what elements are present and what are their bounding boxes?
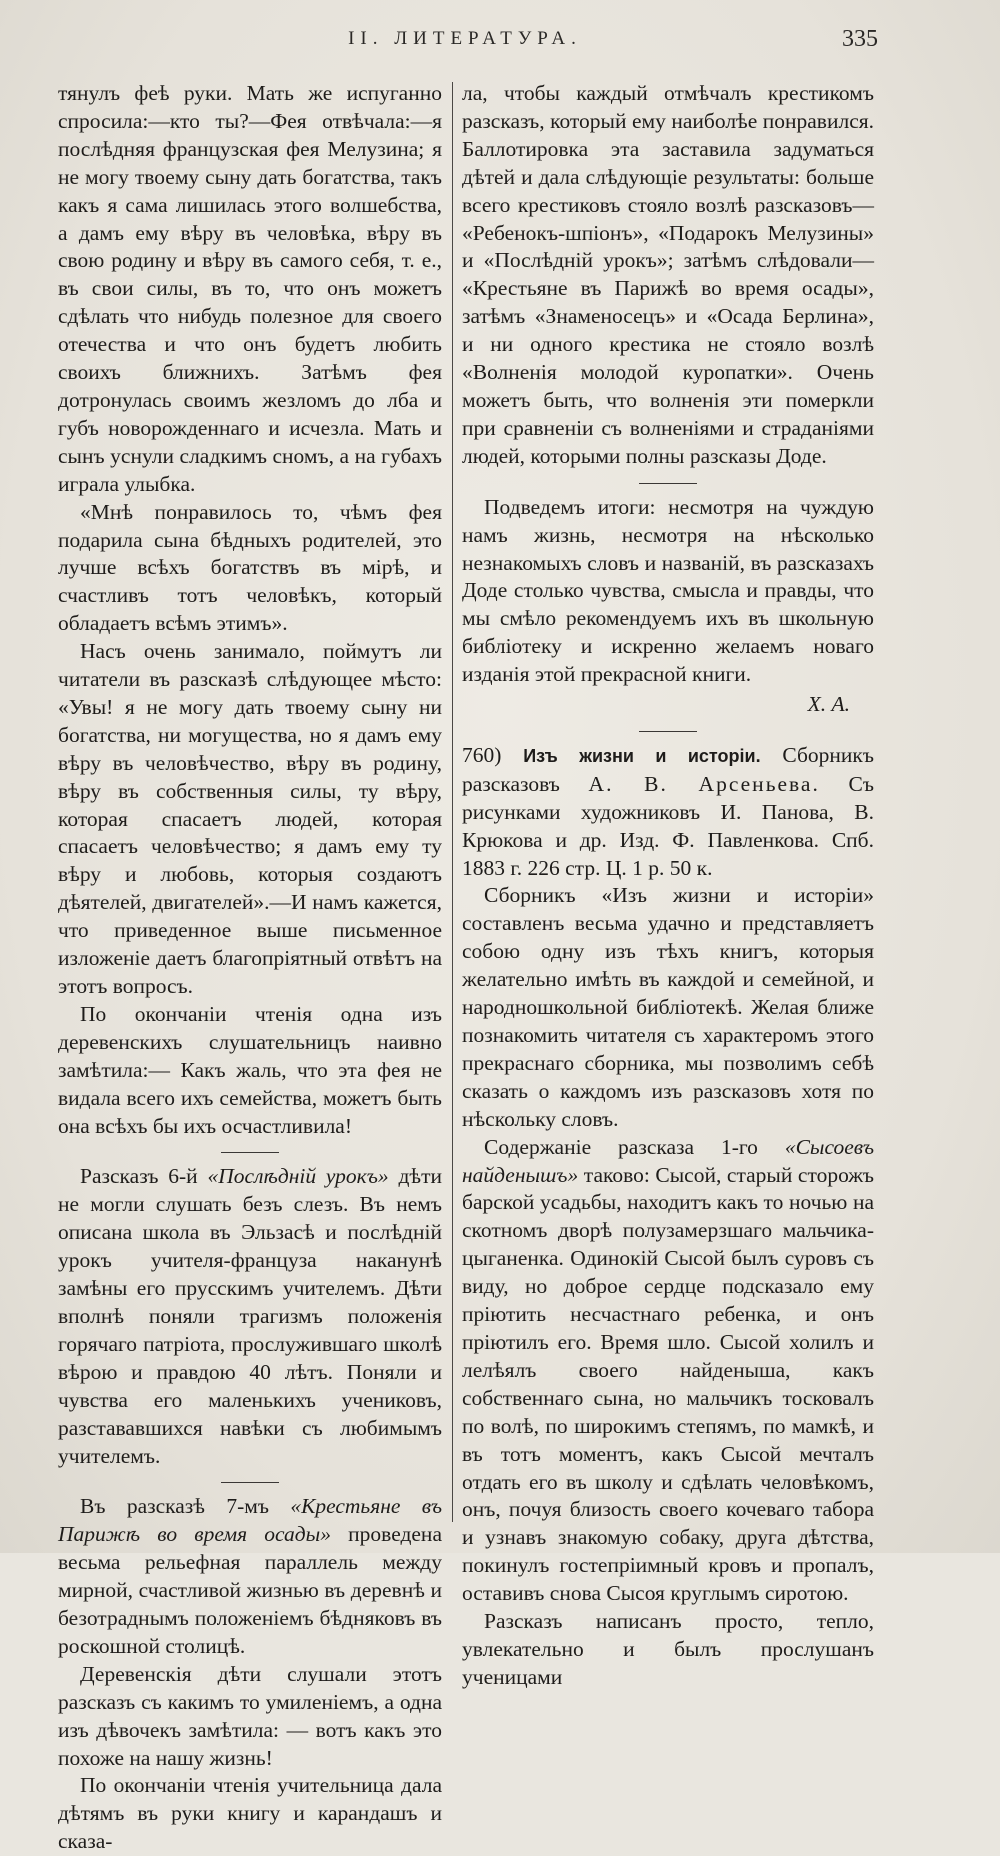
paragraph: Деревенскія дѣти слушали этотъ разсказъ съ какимъ то умиленіемъ, а одна изъ дѣвочекъ замѣтила: — вотъ какъ это похоже на нашу жизнь! bbox=[58, 1661, 442, 1770]
text-run: Съ рисунками художниковъ И. Панова, В. Крюкова и др. Изд. Ф. Павленкова. Спб. 1883 г. 226 стр. Ц. 1 р. 50 к. bbox=[462, 771, 874, 880]
text-run: Въ разсказѣ 7-мъ bbox=[80, 1494, 291, 1519]
story-title: «Послѣдній урокъ» bbox=[207, 1164, 389, 1189]
page-number: 335 bbox=[842, 26, 878, 52]
entry-paragraph bbox=[462, 742, 874, 883]
paragraph: ла, чтобы каждый отмѣчалъ крестикомъ разсказъ, который ему наиболѣе понравился. Баллотировка эта заставила задуматься дѣтей и дала слѣдующіе результаты: больше всего крестиковъ стояло возлѣ разсказовъ— «Ребенокъ-шпіонъ», «Подарокъ Мелузины» и «Послѣдній урокъ»; затѣмъ слѣдовали— «Крестьяне въ Парижѣ во время осады», затѣмъ «Знаменосецъ» и «Осада Берлина», и ни одного крестика не стояло возлѣ «Волненія молодой куропатки». Очень можетъ быть, что волненія эти померкли при сравненіи съ волненіями и страданіями людей, которыми полны разсказы Доде. bbox=[462, 81, 874, 468]
section-divider bbox=[221, 1482, 279, 1483]
paragraph: тянулъ феѣ руки. Мать же испуганно спросила:—кто ты?—Фея отвѣчала:—я послѣдняя французская фея Мелузина; я не могу твоему сыну дать богатства, такъ какъ я сама лишилась этого волшебства, а дамъ ему вѣру въ человѣка, вѣру въ свою родину и вѣру въ самого себя, т. е., въ свои силы, въ то, что онъ можетъ сдѣлать что нибудь полезное для своего отечества и что онъ будетъ любить своихъ ближнихъ. Затѣмъ фея дотронулась своимъ жезломъ до лба и губъ новорожденнаго и исчезла. Мать и сынъ уснули сладкимъ сномъ, а на губахъ играла улыбка. bbox=[58, 81, 442, 496]
left-column bbox=[58, 80, 442, 1856]
text-run: дѣти не могли слушать безъ слезъ. Въ немъ описана школа въ Эльзасѣ и послѣдній урокъ учителя-француза наканунѣ замѣны его прусскимъ учителемъ. Дѣти вполнѣ поняли трагизмъ положенія горячаго патріота, прослужившаго школѣ вѣрою и правдою 40 лѣтъ. Поняли и чувства его маленькихъ учениковъ, разстававшихся навѣки съ любимымъ учителемъ. bbox=[58, 1164, 443, 1468]
story-title: «Сысоевъ найденышъ» bbox=[462, 1134, 874, 1187]
paragraph: По окончаніи чтенія учительница дала дѣтямъ въ руки книгу и карандашъ и сказа- bbox=[58, 1773, 442, 1854]
section-divider bbox=[639, 483, 697, 484]
paragraph: Подведемъ итоги: несмотря на чуждую намъ жизнь, несмотря на нѣсколько незнакомыхъ словъ и названій, въ разсказахъ Доде столько чувства, смысла и правды, что мы смѣло рекомендуемъ ихъ въ школьную библіотеку и искренно желаемъ новаго изданія этой прекрасной книги. bbox=[462, 494, 874, 687]
entry-author: А. В. Арсеньева. bbox=[588, 771, 820, 796]
paragraph bbox=[58, 1163, 442, 1470]
text-run: Разсказъ 6-й bbox=[80, 1164, 208, 1189]
story-title: «Крестьяне въ Парижѣ во время осады» bbox=[58, 1494, 442, 1547]
paragraph: Разсказъ написанъ просто, тепло, увлекательно и былъ прослушанъ ученицами bbox=[462, 1609, 874, 1689]
section-divider bbox=[639, 731, 697, 732]
bibliographic-entry bbox=[462, 742, 874, 883]
column-divider bbox=[452, 82, 453, 1522]
running-head: II. ЛИТЕРАТУРА. bbox=[348, 28, 582, 49]
section-divider bbox=[221, 1152, 279, 1153]
paragraph: Сборникъ «Изъ жизни и исторіи» составленъ весьма удачно и представляетъ собою одну изъ тѣхъ книгъ, которыя желательно имѣть въ каждой и семейной, и народношкольной библіотекѣ. Желая ближе познакомить читателя съ характеромъ этого прекраснаго сборника, мы позволимъ себѣ сказать о каждомъ изъ разсказовъ хотя по нѣскольку словъ. bbox=[462, 883, 874, 1131]
paragraph: «Мнѣ понравилось то, чѣмъ фея подарила сына бѣдныхъ родителей, это лучше всѣхъ богатствъ въ мірѣ, и счастливъ тотъ человѣкъ, который обладаетъ всѣмъ этимъ». bbox=[58, 499, 442, 636]
text-run: Содержаніе разсказа 1-го bbox=[484, 1134, 785, 1159]
paragraph: По окончаніи чтенія одна изъ деревенскихъ слушательницъ наивно замѣтила:— Какъ жаль, что эта фея не видала всего ихъ семейства, можетъ быть она всѣхъ бы ихъ осчастливила! bbox=[58, 1001, 442, 1138]
text-run: проведена весьма рельефная параллель между мирной, счастливой жизнью въ деревнѣ и безотраднымъ положеніемъ бѣдняковъ въ роскошной столицѣ. bbox=[58, 1522, 442, 1658]
paragraph: Насъ очень занимало, поймутъ ли читатели въ разсказѣ слѣдующее мѣсто: «Увы! я не могу дать твоему сыну ни богатства, ни могущества, но я дамъ ему вѣру въ человѣчество, вѣру въ родину, вѣру въ собственныя силы, ту вѣру, которая спасаетъ людей, которая спасаетъ человѣчество; я дамъ ему ту вѣру и любовь, которыя создаютъ дѣятелей, двигателей».—И намъ кажется, что приведенное выше письменное изложеніе даетъ благопріятный отвѣтъ на этотъ вопросъ. bbox=[58, 639, 442, 998]
paragraph bbox=[462, 1134, 874, 1608]
signature: Х. А. bbox=[807, 692, 850, 717]
text-run: таково: Сысой, старый сторожъ барской усадьбы, находитъ какъ то ночью на скотномъ дворѣ полузамерзшаго мальчика-цыганенка. Одинокій Сысой былъ суровъ съ виду, но доброе сердце подсказало ему пріютить несчастнаго ребенка, и онъ пріютилъ его. Время шло. Сысой холилъ и лелѣялъ своего найденыша, какъ собственнаго сына, но мальчикъ тосковалъ по волѣ, по широкимъ степямъ, по мамкѣ, и въ тотъ моментъ, какъ Сысой мечталъ отдать его въ школу и сдѣлать человѣкомъ, онъ, почуя близость своего кочеваго табора и узнавъ знакомую собаку, друга дѣтства, покинулъ гостепріимный кровъ и пропалъ, оставивъ снова Сысоя круглымъ сиротою. bbox=[462, 1162, 874, 1606]
right-column bbox=[462, 80, 874, 1692]
text-run: Сборникъ разсказовъ bbox=[462, 742, 874, 796]
entry-title: Изъ жизни и исторіи. bbox=[523, 745, 761, 766]
entry-number: 760) bbox=[462, 742, 502, 767]
paragraph bbox=[58, 1493, 442, 1660]
